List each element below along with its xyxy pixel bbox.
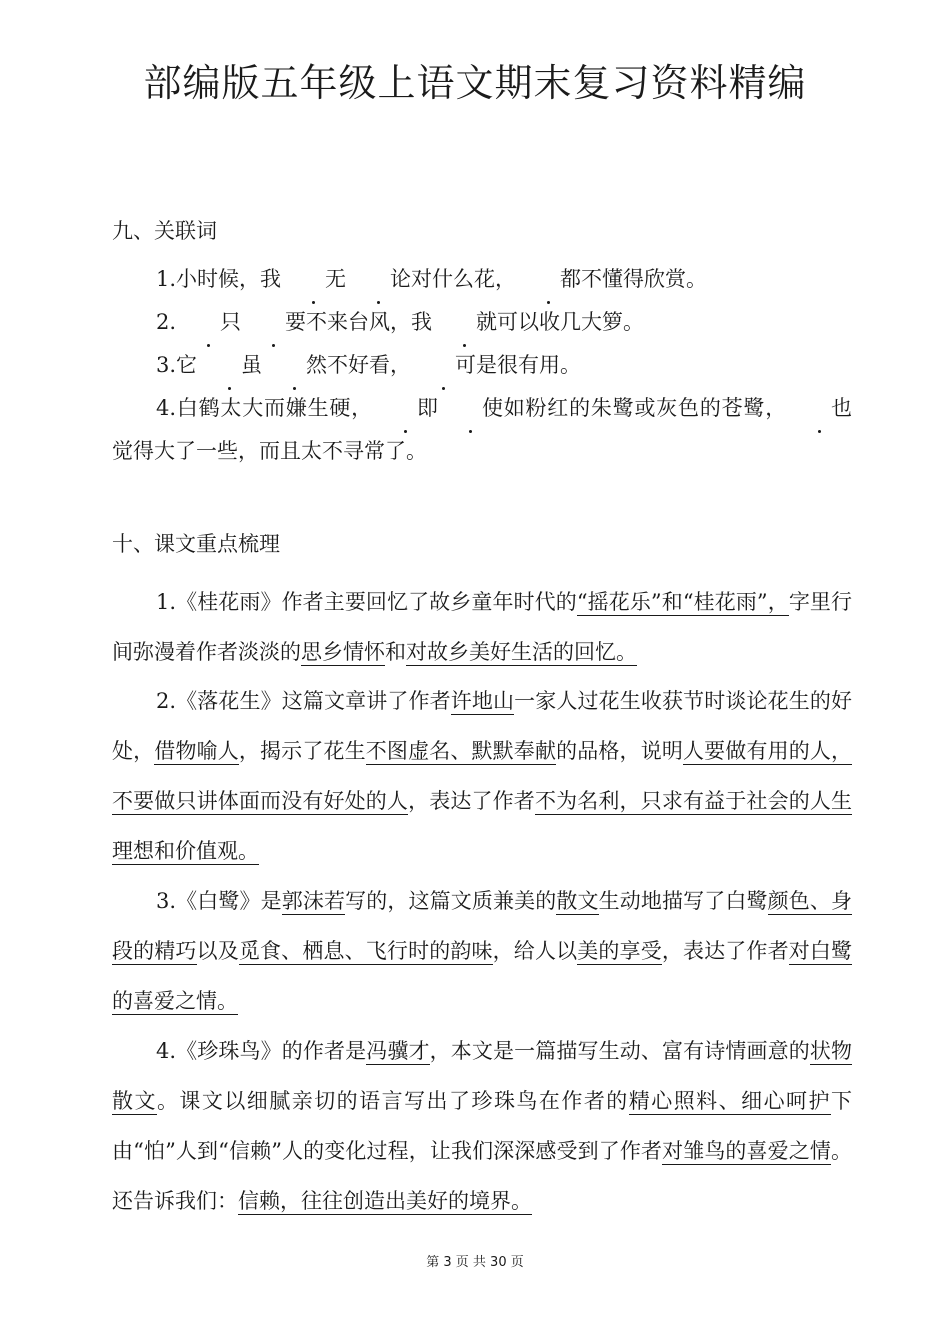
emphasis-dot-char: 论 <box>346 258 411 301</box>
text-span: 一家人过花生收获节时谈论花生的好处， <box>112 689 852 763</box>
text-span: ，表达了作者 <box>661 939 789 963</box>
emphasis-dot-char: 要 <box>241 301 306 344</box>
answer-underline: 借物喻人 <box>154 739 239 763</box>
answer-underline: 对雏鸟的喜爱之情 <box>662 1139 831 1163</box>
answer-underline: 人要做有用的人，不要做只讲体面而没有好处的人 <box>112 739 853 813</box>
emphasis-dot-char: 使 <box>438 387 503 430</box>
section-9-item-2 <box>112 301 852 344</box>
text-span: 以及 <box>196 939 239 963</box>
answer-underline: 状物散文 <box>112 1039 853 1113</box>
answer-underline: 冯骥才 <box>366 1039 430 1063</box>
answer-underline: 美的享受 <box>577 939 662 963</box>
text-span: 写的，这篇文质兼美的 <box>345 889 557 913</box>
text-span: 4.白鹤太大而嫌生硬， <box>156 396 373 420</box>
answer-underline: “摇花乐”和“桂花雨”， <box>576 590 789 614</box>
text-span: 和 <box>385 640 406 664</box>
document-title: 部编版五年级上语文期末复习资料精编 <box>143 61 807 105</box>
answer-underline: 颜色、身段的精巧 <box>112 889 853 963</box>
emphasis-dot-char: 虽 <box>197 344 262 387</box>
emphasis-dot-char: 然 <box>262 344 327 387</box>
section-10-item-1 <box>112 577 852 677</box>
text-span: 3.《白鹭》是 <box>156 889 282 913</box>
emphasis-dot-char: 就 <box>432 301 497 344</box>
section-9-heading: 九、关联词 <box>112 219 217 243</box>
text-span: 如粉红的朱鹭或灰色的苍鹭， <box>502 396 787 420</box>
answer-underline: 不为名利，只求有益于社会的人生理想和价值观。 <box>112 789 853 863</box>
text-span: 字里行间弥漫着作者淡淡的 <box>112 590 853 664</box>
emphasis-dot-char: 无 <box>281 258 346 301</box>
text-span: 1.小时候，我 <box>156 267 282 291</box>
text-span: 4.《珍珠鸟》的作者是 <box>156 1039 367 1063</box>
answer-underline: 郭沫若 <box>281 889 346 913</box>
text-span: ，表达了作者 <box>408 789 535 813</box>
section-9-item-3 <box>112 344 852 387</box>
emphasis-dot-char: 即 <box>373 387 438 430</box>
text-span: ，揭示了花生 <box>238 739 366 763</box>
emphasis-dot-char: 可 <box>411 344 476 387</box>
text-span: 觉得大了一些，而且太不寻常了。 <box>112 439 427 463</box>
section-10-item-3 <box>112 876 852 1026</box>
text-span: 不懂得欣赏。 <box>581 267 708 291</box>
text-span: 生动地描写了白鹭 <box>598 889 768 913</box>
text-span: 2. <box>156 310 177 334</box>
answer-underline: 思乡情怀 <box>301 640 385 664</box>
emphasis-dot-char: 也 <box>787 387 852 430</box>
answer-underline: 信赖，往往创造出美好的境界。 <box>238 1189 532 1213</box>
text-span: ，本文是一篇描写生动、富有诗情画意的 <box>429 1039 810 1063</box>
emphasis-dot-char: 都 <box>516 258 581 301</box>
answer-underline: 觅食、栖息、飞行时的韵味 <box>238 939 493 963</box>
text-span: 。还告诉我们： <box>112 1139 852 1213</box>
text-span: 的品格，说明 <box>556 739 683 763</box>
section-10-item-4 <box>112 1026 852 1226</box>
section-10-item-2 <box>112 676 852 876</box>
text-span: 对什么花， <box>411 267 517 291</box>
section-10-heading: 十、课文重点梳理 <box>112 532 280 556</box>
text-span: 不来台风，我 <box>306 310 433 334</box>
text-span: 3.它 <box>156 353 198 377</box>
text-span: ，给人以 <box>492 939 578 963</box>
text-span: 下由“怕”人到“信赖”人的变化过程，让我们深深感受到了作者 <box>112 1089 852 1163</box>
text-span: 1.《桂花雨》作者主要回忆了故乡童年时代的 <box>156 590 577 614</box>
text-span: 是很有用。 <box>476 353 582 377</box>
answer-underline: 精心照料、细心呵护 <box>628 1089 831 1113</box>
text-span: 2.《落花生》这篇文章讲了作者 <box>156 689 451 713</box>
section-9-item-1 <box>112 258 852 301</box>
text-span: 可以收几大箩。 <box>497 310 645 334</box>
answer-underline: 不图虚名、默默奉献 <box>365 739 557 763</box>
answer-underline: 对白鹭的喜爱之情。 <box>112 939 853 1013</box>
emphasis-dot-char: 只 <box>176 301 241 344</box>
answer-underline: 散文 <box>556 889 599 913</box>
answer-underline: 对故乡美好生活的回忆。 <box>406 640 637 664</box>
text-span: 不好看， <box>327 353 412 377</box>
section-9-item-4 <box>112 387 852 473</box>
page-footer: 第 3 页 共 30 页 <box>426 1255 524 1270</box>
answer-underline: 许地山 <box>450 689 515 713</box>
text-span: 。课文以细腻亲切的语言写出了珍珠鸟在作者的 <box>156 1089 629 1113</box>
